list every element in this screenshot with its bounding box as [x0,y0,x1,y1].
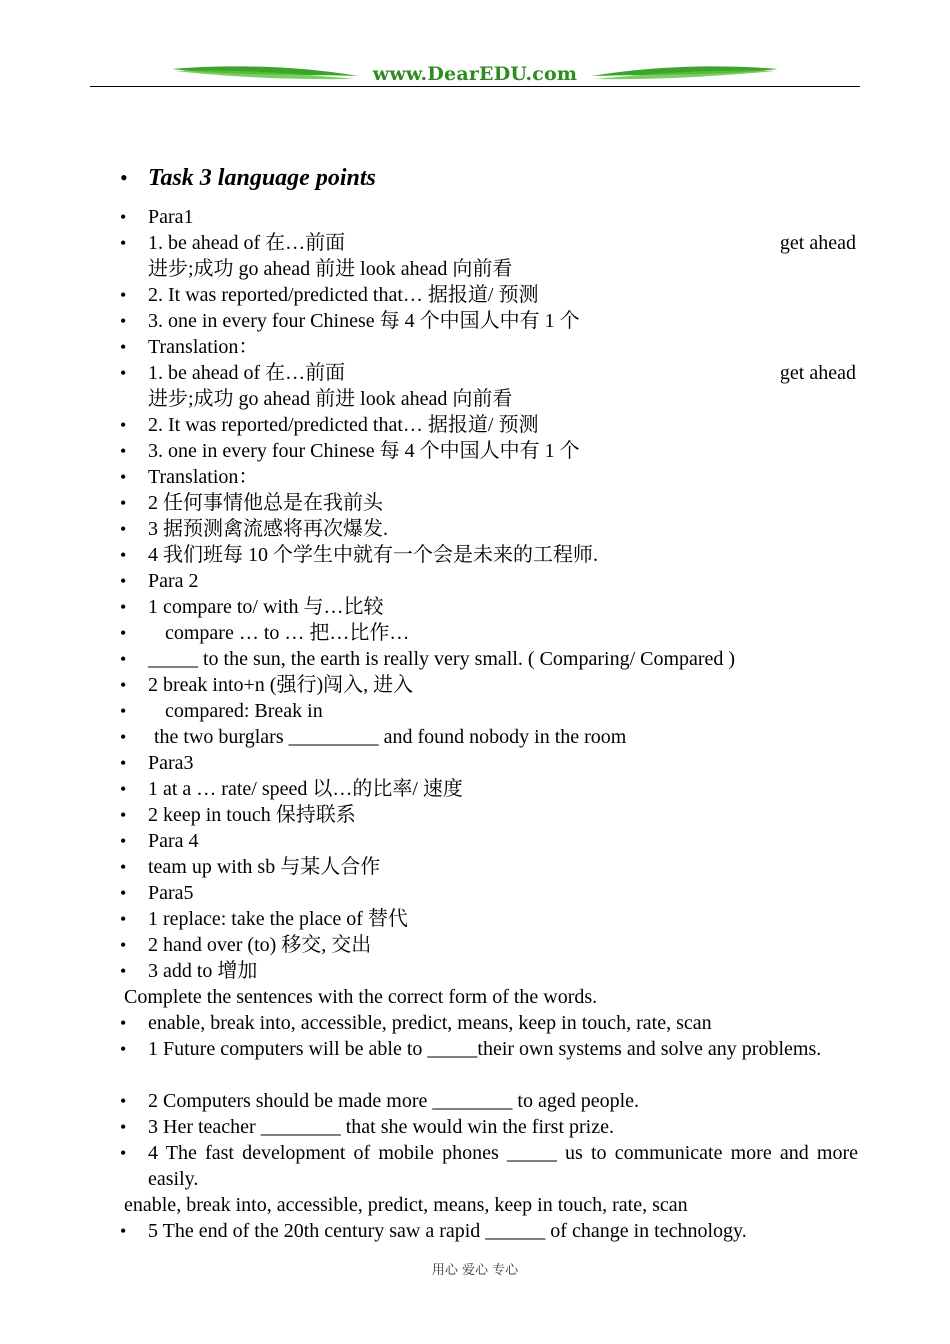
word-list-repeat: enable, break into, accessible, predict, means, keep in touch, rate, scan [124,1194,688,1216]
item-text: compared: Break in [165,700,323,722]
exercise-question: 2 Computers should be made more ________ to aged people. [148,1090,640,1112]
bullet-icon: • [120,207,127,227]
bullet-icon: • [120,857,127,877]
item-text: 2. It was reported/predicted that… 据报道/ 预测 [148,284,539,306]
item-text-right: get ahead [779,362,856,384]
bullet-icon: • [120,311,127,331]
bullet-icon: • [120,415,127,435]
bullet-icon: • [120,935,127,955]
logo-text: www.DearEDU.com [372,63,578,85]
bullet-icon: • [120,165,128,190]
bullet-icon: • [120,753,127,773]
bullet-icon: • [120,233,127,253]
para-heading: Para 4 [148,830,199,852]
bullet-icon: • [120,571,127,591]
item-text: 2 任何事情他总是在我前头 [148,492,383,514]
bullet-icon: • [120,285,127,305]
item-text: 2. It was reported/predicted that… 据报道/ 预测 [148,414,539,436]
bullet-icon: • [120,597,127,617]
item-text: 进步;成功 go ahead 前进 look ahead 向前看 [148,388,513,410]
para-heading: Para1 [148,206,194,228]
bullet-icon: • [120,1013,127,1033]
bullet-icon: • [120,363,127,383]
para-heading: Para 2 [148,570,199,592]
list-item [120,1140,858,1192]
bullet-icon: • [120,519,127,539]
item-text: 1 replace: take the place of 替代 [148,908,408,930]
bullet-icon: • [120,909,127,929]
item-text: 1 compare to/ with 与…比较 [148,596,384,618]
exercise-instruction: Complete the sentences with the correct form of the words. [124,986,598,1008]
item-text: 3 据预测禽流感将再次爆发. [148,518,388,540]
bullet-icon: • [120,623,127,643]
bullet-icon: • [120,831,127,851]
item-text: the two burglars _________ and found nobody in the room [154,726,627,748]
item-text: 4 我们班每 10 个学生中就有一个会是未来的工程师. [148,544,598,566]
bullet-icon: • [120,1143,127,1163]
bullet-icon: • [120,649,127,669]
item-text: 1. be ahead of 在…前面 [148,232,346,254]
bullet-icon: • [120,1221,127,1241]
page-footer: 用心 爱心 专心 [431,1263,519,1278]
item-text: 1 at a … rate/ speed 以…的比率/ 速度 [148,778,463,800]
item-text: 进步;成功 go ahead 前进 look ahead 向前看 [148,258,513,280]
para-heading: Para3 [148,752,194,774]
item-text: 3. one in every four Chinese 每 4 个中国人中有 1 个 [148,310,580,332]
bullet-icon: • [120,545,127,565]
page-title: Task 3 language points [148,165,376,191]
bullet-icon: • [120,493,127,513]
para-heading: Para5 [148,882,194,904]
bullet-icon: • [120,805,127,825]
bullet-icon: • [120,883,127,903]
bullet-icon: • [120,467,127,487]
bullet-icon: • [120,961,127,981]
exercise-question: 3 Her teacher ________ that she would win the first prize. [148,1116,614,1138]
bullet-icon: • [120,779,127,799]
bullet-icon: • [120,1117,127,1137]
bullet-icon: • [120,675,127,695]
bullet-icon: • [120,1039,127,1059]
bullet-icon: • [120,727,127,747]
item-text: 3 add to 增加 [148,960,258,982]
item-text: team up with sb 与某人合作 [148,856,381,878]
bullet-icon: • [120,441,127,461]
item-text: Translation： [148,466,259,488]
exercise-question: 5 The end of the 20th century saw a rapid ______ of change in technology. [148,1220,747,1242]
item-text: compare … to … 把…比作… [165,622,410,644]
item-text: 3. one in every four Chinese 每 4 个中国人中有 1 个 [148,440,580,462]
item-text: 2 break into+n (强行)闯入, 进入 [148,674,414,696]
item-text: _____ to the sun, the earth is really very small. ( Comparing/ Compared ) [148,648,736,670]
bullet-icon: • [120,337,127,357]
item-text: Translation： [148,336,259,358]
bullet-icon: • [120,701,127,721]
item-text: 1. be ahead of 在…前面 [148,362,346,384]
word-list: enable, break into, accessible, predict, means, keep in touch, rate, scan [148,1012,712,1034]
exercise-question: 1 Future computers will be able to _____their own systems and solve any problems. [148,1038,822,1060]
list-item [120,1036,858,1088]
item-text: 2 hand over (to) 移交, 交出 [148,934,372,956]
item-text-right: get ahead [779,232,856,254]
bullet-icon: • [120,1091,127,1111]
item-text: 2 keep in touch 保持联系 [148,804,356,826]
exercise-question: 4 The fast development of mobile phones _____ us to communicate more and more easily. [148,1142,858,1190]
